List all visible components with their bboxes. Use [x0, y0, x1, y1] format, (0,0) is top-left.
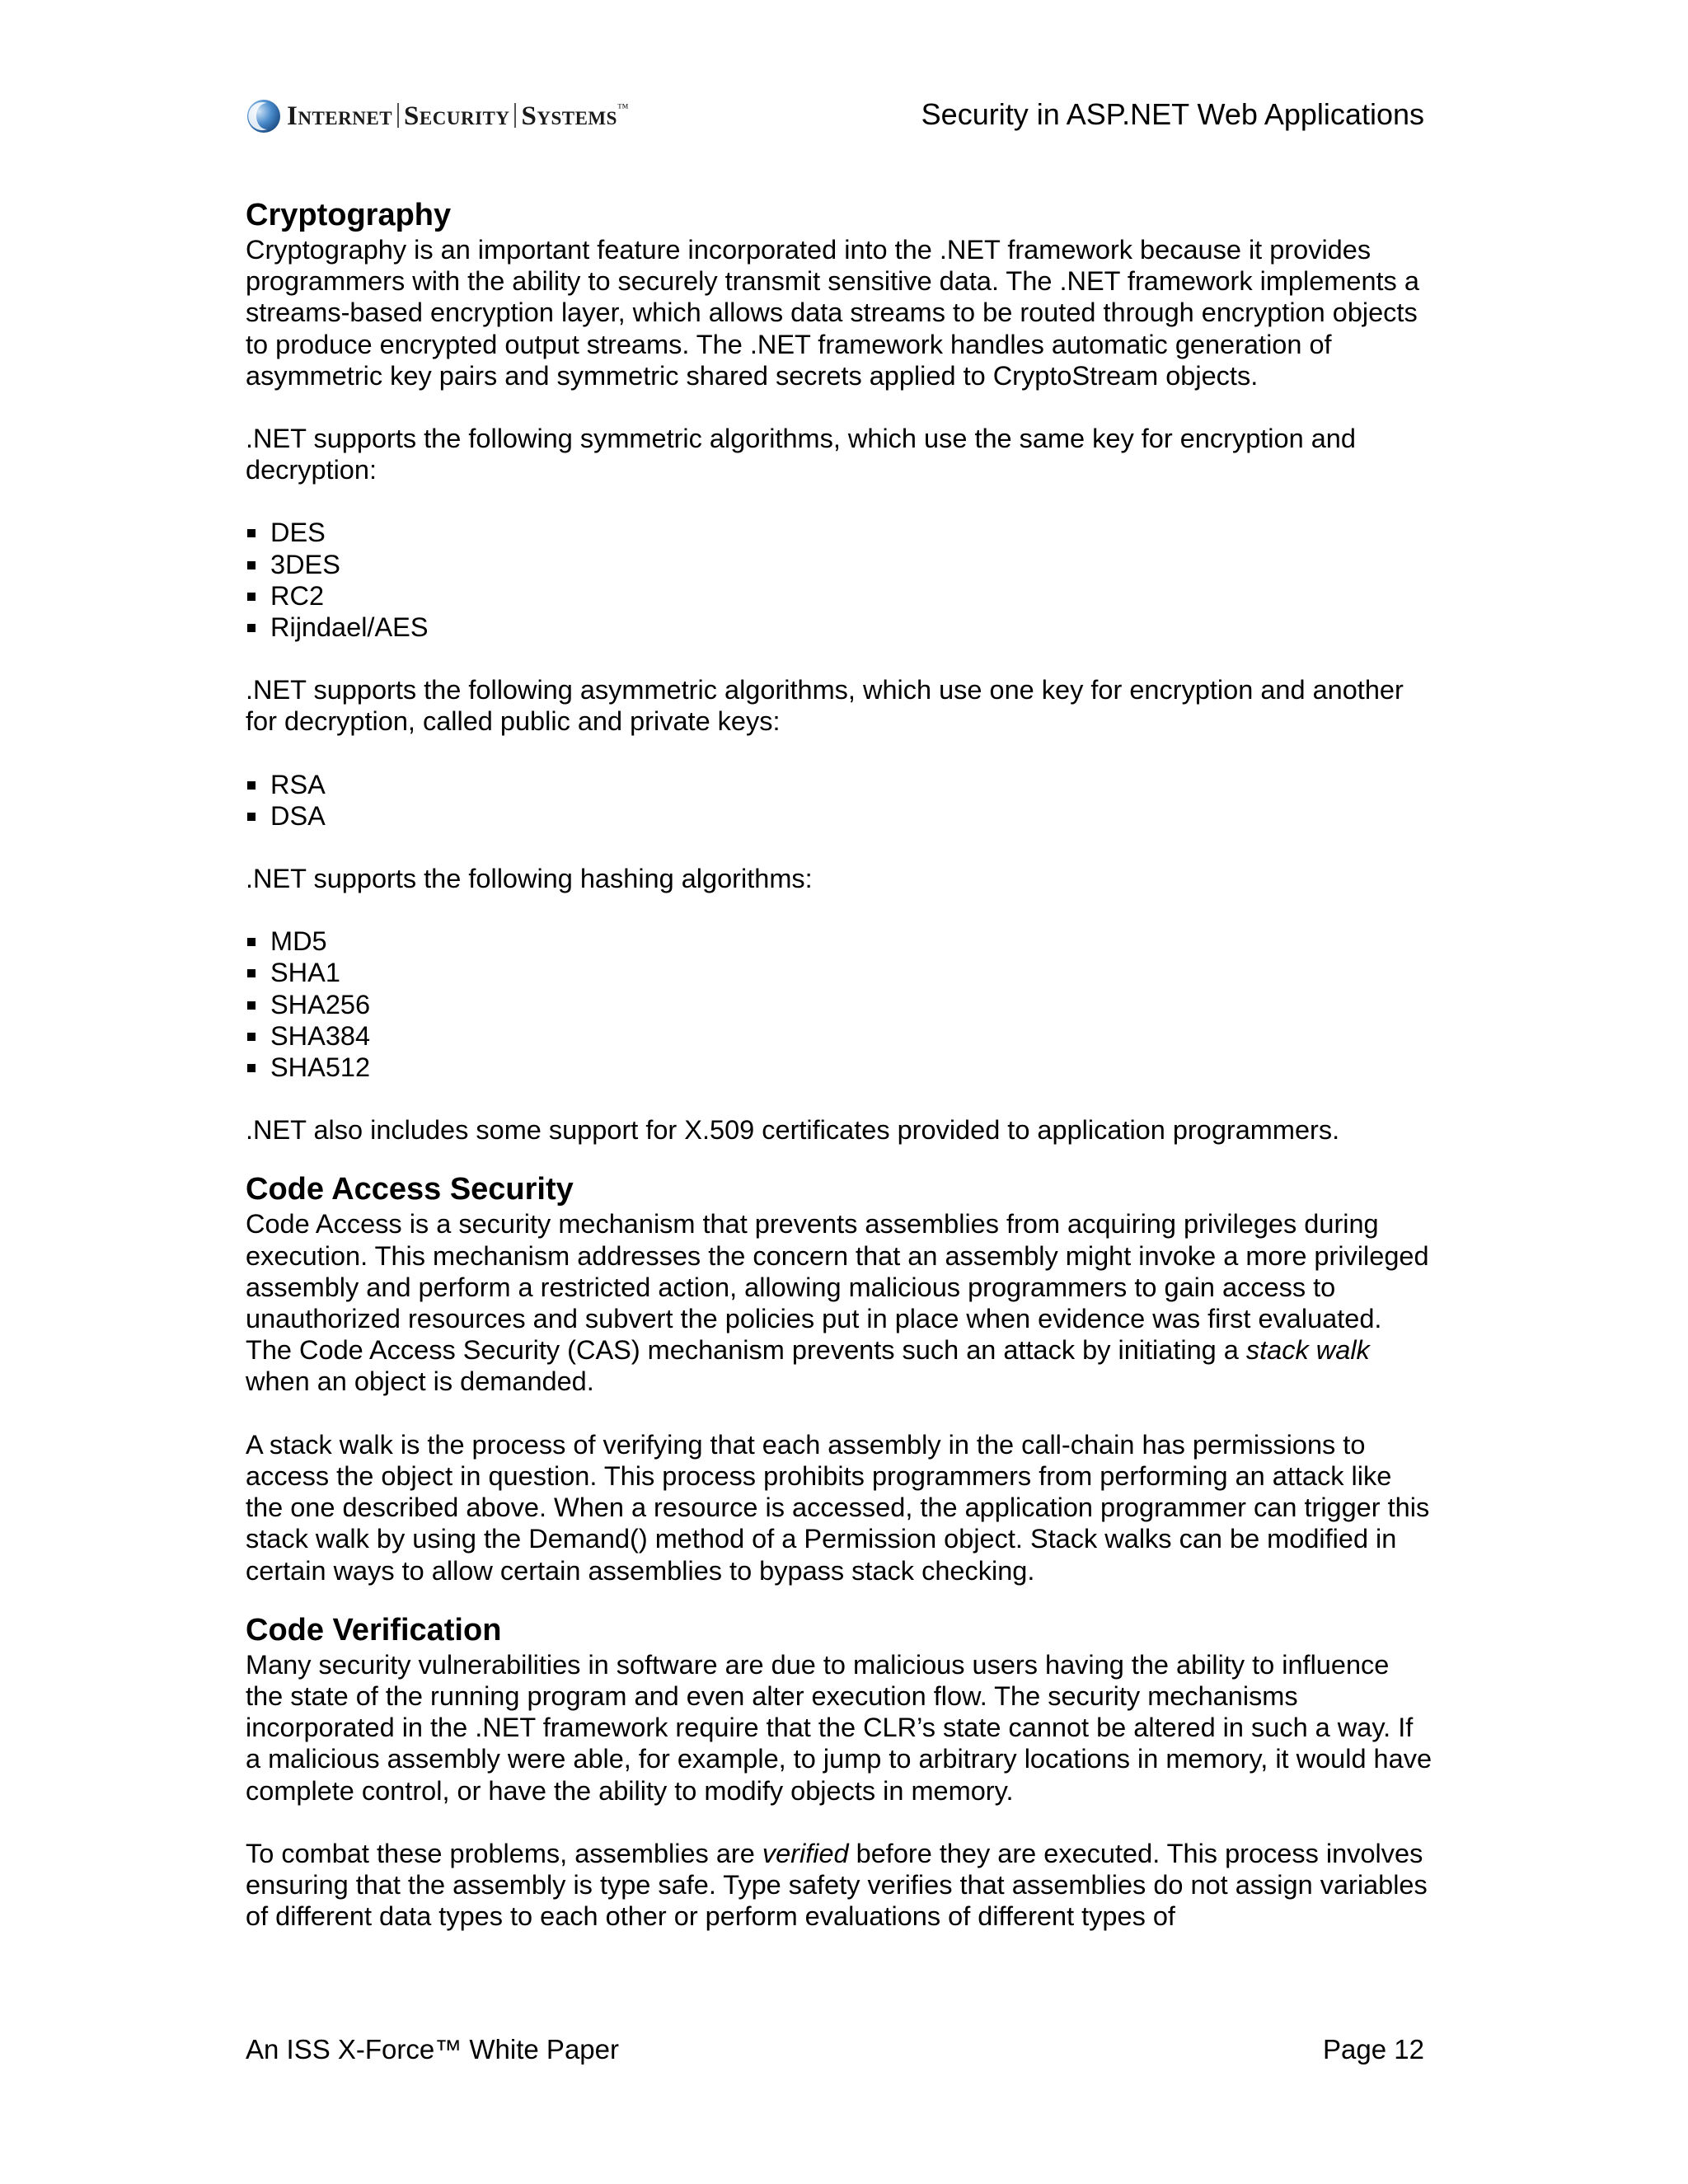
x509-paragraph: .NET also includes some support for X.509 certificates provided to application programmers.	[246, 1115, 1340, 1146]
stack-walk-term: stack walk	[1245, 1335, 1370, 1366]
list-item: SHA256	[246, 989, 1432, 1020]
list-item: RC2	[246, 580, 1432, 612]
iss-logo	[246, 96, 629, 137]
hashing-list	[246, 926, 1432, 1083]
list-item: 3DES	[246, 549, 1432, 580]
page-header	[246, 92, 1424, 142]
heading-code-verification: Code Verification	[246, 1612, 502, 1647]
list-item: SHA384	[246, 1020, 1432, 1052]
hashing-intro: .NET supports the following hashing algorithms:	[246, 864, 813, 894]
list-item: RSA	[246, 769, 1432, 800]
list-item: DSA	[246, 800, 1432, 832]
header-title: Security in ASP.NET Web Applications	[921, 97, 1424, 131]
page-number: Page 12	[1323, 2034, 1424, 2064]
asymmetric-list	[246, 769, 1432, 832]
list-item: MD5	[246, 926, 1432, 957]
logo-wordmark: Internet Security Systems™	[287, 101, 630, 131]
cryptography-paragraph: Cryptography is an important feature incorporated into the .NET framework because it provides programmers with the ability to securely transmit sensitive data. The .NET framework implements a streams-based encryption layer, which allows data streams to be routed through encryption objects to produce encrypted output streams. The .NET framework handles automatic generation of asymmetric key pairs and symmetric shared secrets applied to CryptoStream objects.	[246, 235, 1419, 391]
list-item: Rijndael/AES	[246, 612, 1432, 643]
cas-paragraph-2: A stack walk is the process of verifying that each assembly in the call-chain has permissions to access the object in question. This process prohibits programmers from performing an attack like the one described above. When a resource is accessed, the application programmer can trigger this stack walk by using the Demand() method of a Permission object. Stack walks can be modified in certain ways to allow certain assemblies to bypass stack checking.	[246, 1429, 1430, 1586]
footer-publication: An ISS X-Force™ White Paper	[246, 2034, 619, 2064]
iss-logo-icon	[246, 98, 282, 134]
verified-term: verified	[762, 1838, 849, 1868]
list-item: DES	[246, 517, 1432, 548]
verification-paragraph-1: Many security vulnerabilities in software are due to malicious users having the ability to influence the state of the running program and even alter execution flow. The security mechanisms incorporated in the .NET framework require that the CLR’s state cannot be altered in such a way. If a malicious assembly were able, for example, to jump to arbitrary locations in memory, it would have complete control, or have the ability to modify objects in memory.	[246, 1649, 1432, 1806]
symmetric-intro: .NET supports the following symmetric algorithms, which use the same key for encryption and decryption:	[246, 424, 1356, 485]
cas-paragraph-1: Code Access is a security mechanism that prevents assemblies from acquiring privileges during execution. This mechanism addresses the concern that an assembly might invoke a more privileged assembly and perform a restricted action, allowing malicious programmers to gain access to unauthorized resources and subvert the policies put in place when evidence was first evaluated. The Code Access Security (CAS) mechanism prevents such an attack by initiating a stack walk when an object is demanded.	[246, 1209, 1429, 1397]
list-item: SHA512	[246, 1052, 1432, 1083]
heading-code-access-security: Code Access Security	[246, 1172, 574, 1207]
verification-paragraph-2: To combat these problems, assemblies are verified before they are executed. This process involves ensuring that the assembly is type safe. Type safety verifies that assemblies do not assign variables of different data types to each other or perform evaluations of different types of	[246, 1838, 1428, 1932]
symmetric-list	[246, 517, 1432, 643]
list-item: SHA1	[246, 957, 1432, 988]
page-content	[246, 196, 1432, 1932]
heading-cryptography: Cryptography	[246, 198, 452, 232]
asymmetric-intro: .NET supports the following asymmetric algorithms, which use one key for encryption and another for decryption, called public and private keys:	[246, 675, 1404, 737]
